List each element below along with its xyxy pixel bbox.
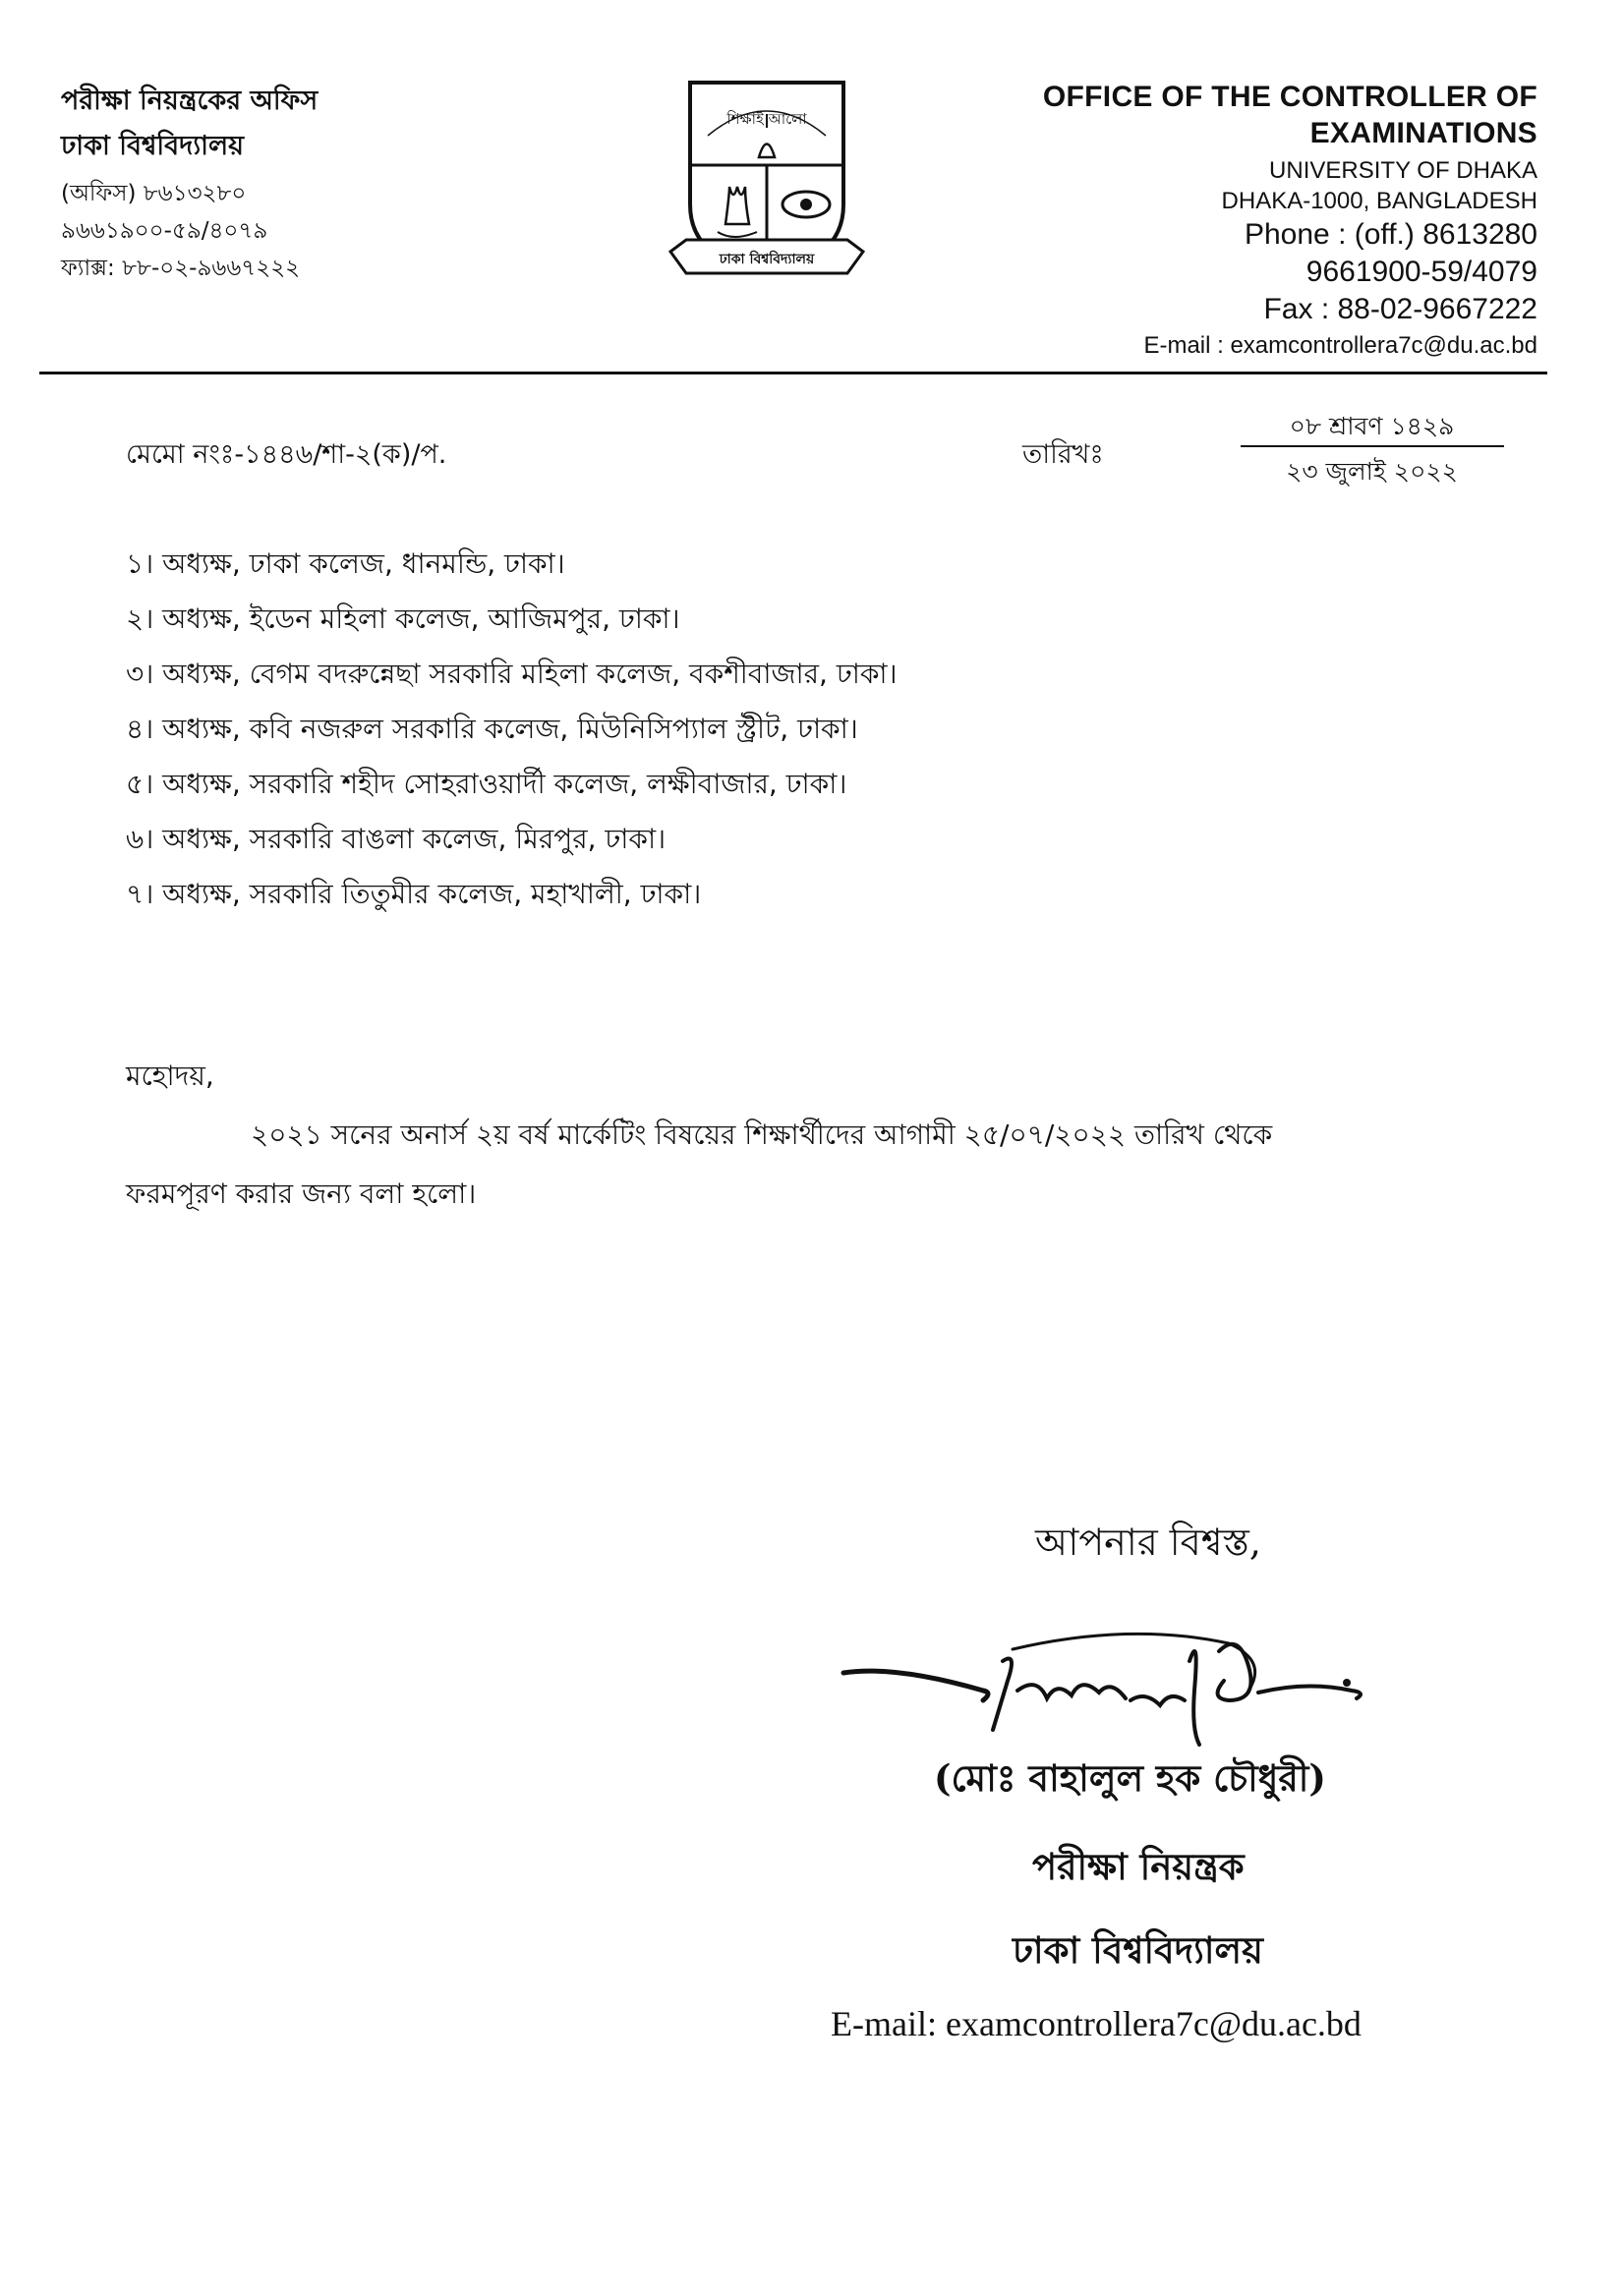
office-phone-bangla: (অফিস) ৮৬১৩২৮০ (61, 181, 247, 206)
fax-en: Fax : 88-02-9667222 (1263, 293, 1537, 325)
recipient-item: ২। অধ্যক্ষ, ইডেন মহিলা কলেজ, আজিমপুর, ঢাকা। (126, 603, 680, 635)
office-title-en-line1: OFFICE OF THE CONTROLLER OF (1042, 81, 1537, 113)
svg-text:ঢাকা বিশ্ববিদ্যালয়: ঢাকা বিশ্ববিদ্যালয় (719, 252, 815, 267)
recipient-item: ৩। অধ্যক্ষ, বেগম বদরুন্নেছা সরকারি মহিলা কলেজ, বকশীবাজার, ঢাকা। (126, 658, 898, 690)
recipient-item: ১। অধ্যক্ষ, ঢাকা কলেজ, ধানমন্ডি, ঢাকা। (126, 547, 565, 580)
phone-en: Phone : (off.) 8613280 (1244, 218, 1537, 251)
signatory-email: E-mail: examcontrollera7c@du.ac.bd (831, 2004, 1362, 2043)
date-label: তারিখঃ (1022, 439, 1104, 470)
header-divider (39, 372, 1547, 374)
memo-number: মেমো নংঃ-১৪৪৬/শা-২(ক)/প. (126, 439, 447, 470)
pbx-phone-bangla: ৯৬৬১৯০০-৫৯/৪০৭৯ (61, 218, 268, 244)
recipient-item: ৪। অধ্যক্ষ, কবি নজরুল সরকারি কলেজ, মিউনিসিপ্যাল স্ট্রীট, ঢাকা। (126, 713, 858, 745)
date-english-calendar: ২৩ জুলাই ২০২২ (1286, 457, 1458, 486)
office-name-bangla: পরীক্ষা নিয়ন্ত্রকের অফিস (61, 86, 319, 116)
crest-icon (668, 77, 865, 293)
salutation: মহোদয়, (126, 1060, 214, 1092)
recipient-item: ৫। অধ্যক্ষ, সরকারি শহীদ সোহরাওয়ার্দী কলেজ, লক্ষীবাজার, ঢাকা। (126, 768, 847, 800)
signatory-university: ঢাকা বিশ্ববিদ্যালয় (1013, 1928, 1263, 1972)
date-bangla-calendar: ০৮ শ্রাবণ ১৪২৯ (1289, 412, 1455, 440)
university-logo (668, 77, 865, 293)
date-divider (1241, 445, 1504, 447)
closing: আপনার বিশ্বস্ত, (1035, 1521, 1261, 1564)
phone2-en: 9661900-59/4079 (1305, 256, 1537, 288)
body-text-line2: ফরমপূরণ করার জন্য বলা হলো। (126, 1177, 477, 1210)
university-name-en: UNIVERSITY OF DHAKA (1269, 157, 1537, 184)
office-title-en-line2: EXAMINATIONS (1309, 117, 1537, 149)
fax-bangla: ফ্যাক্স: ৮৮-০২-৯৬৬৭২২২ (61, 256, 301, 281)
body-text-line1: ২০২১ সনের অনার্স ২য় বর্ষ মার্কেটিং বিষয়ের শিক্ষার্থীদের আগামী ২৫/০৭/২০২২ তারিখ থেকে (251, 1119, 1273, 1151)
recipient-item: ৬। অধ্যক্ষ, সরকারি বাঙলা কলেজ, মিরপুর, ঢাকা। (126, 823, 667, 855)
address-en: DHAKA-1000, BANGLADESH (1221, 188, 1537, 214)
university-name-bangla: ঢাকা বিশ্ববিদ্যালয় (61, 131, 245, 161)
email-en: E-mail : examcontrollera7c@du.ac.bd (1143, 332, 1537, 359)
signatory-name: (মোঃ বাহালুল হক চৌধুরী) (934, 1756, 1326, 1800)
recipient-item: ৭। অধ্যক্ষ, সরকারি তিতুমীর কলেজ, মহাখালী, ঢাকা। (126, 878, 702, 910)
svg-text:শিক্ষাই আলো: শিক্ষাই আলো (726, 110, 807, 128)
signatory-title: পরীক্ষা নিয়ন্ত্রক (1032, 1845, 1245, 1888)
